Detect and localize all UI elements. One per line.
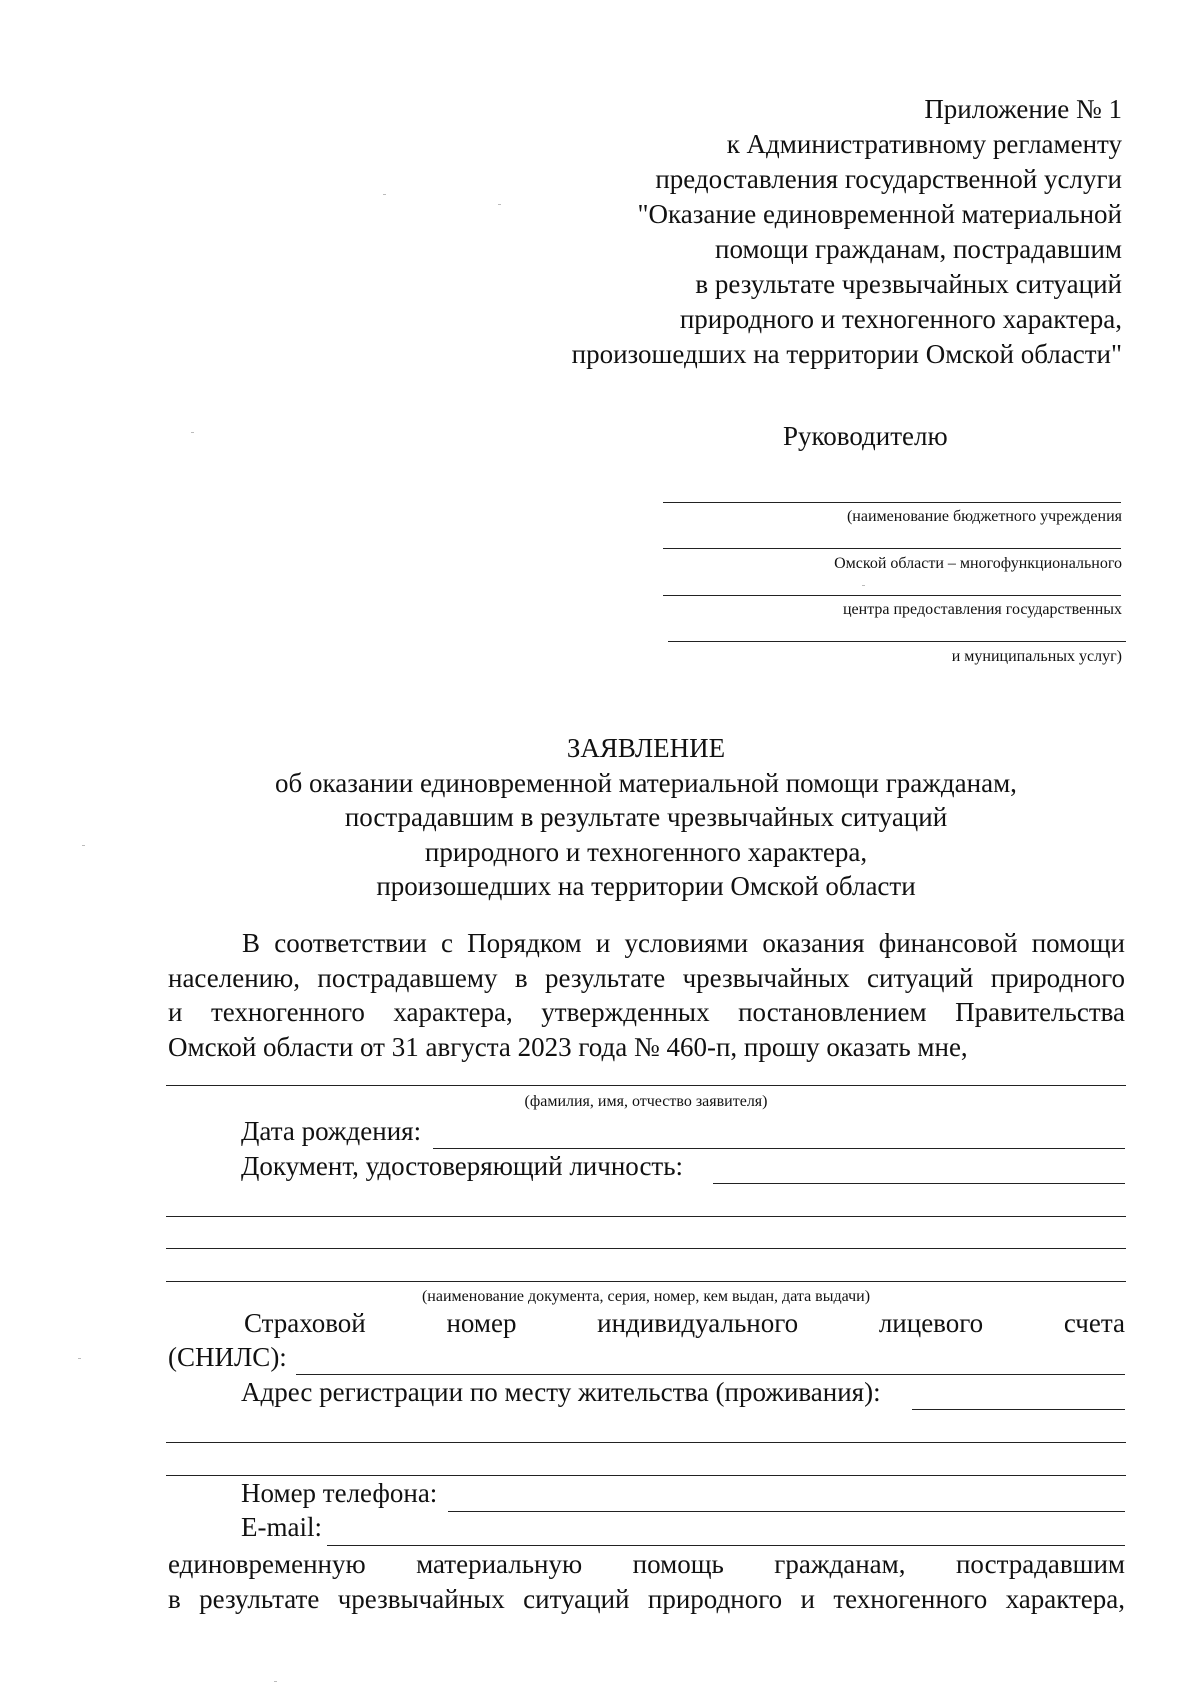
- applicant-name-caption: (фамилия, имя, отчество заявителя): [524, 1093, 768, 1110]
- applicant-name-field[interactable]: [166, 1085, 1126, 1086]
- appendix-line: природного и техногенного характера,: [679, 304, 1122, 334]
- closing-line: [168, 1584, 1125, 1615]
- intro-line-text: Омской области от 31 августа 2023 года № 460-п, прошу оказать мне,: [168, 1032, 968, 1062]
- addressee-caption: Омской области – многофункционального: [834, 555, 1122, 572]
- appendix-line: помощи гражданам, пострадавшим: [715, 234, 1122, 264]
- address-field[interactable]: [912, 1409, 1125, 1410]
- id-document-caption: (наименование документа, серия, номер, кем выдан, дата выдачи): [421, 1288, 871, 1305]
- addressee-caption: (наименование бюджетного учреждения: [846, 508, 1122, 525]
- email-label: E-mail:: [241, 1512, 322, 1542]
- intro-line: [168, 997, 1125, 1028]
- scan-speck: [862, 585, 865, 586]
- phone-label: Номер телефона:: [241, 1478, 438, 1508]
- statement-subtitle-line: природного и техногенного характера,: [424, 837, 868, 867]
- appendix-line: в результате чрезвычайных ситуаций: [695, 269, 1122, 299]
- address-label: Адрес регистрации по месту жительства (проживания):: [241, 1377, 881, 1407]
- statement-subtitle-line: об оказании единовременной материальной помощи гражданам,: [275, 768, 1017, 798]
- snils-field[interactable]: [296, 1374, 1125, 1375]
- id-document-field-line[interactable]: [166, 1216, 1126, 1217]
- intro-line: [168, 963, 1125, 994]
- addressee-blank-line[interactable]: [663, 595, 1121, 596]
- intro-line: [168, 1032, 1125, 1063]
- appendix-line: предоставления государственной услуги: [655, 164, 1122, 194]
- closing-word: помощь: [632, 1549, 724, 1579]
- address-field-line[interactable]: [166, 1475, 1126, 1476]
- closing-line: [168, 1549, 1125, 1580]
- appendix-line: Приложение № 1: [924, 94, 1122, 124]
- addressee-caption: и муниципальных услуг): [951, 648, 1122, 665]
- closing-word: единовременную: [168, 1549, 366, 1579]
- closing-word: материальную: [416, 1549, 583, 1579]
- statement-subtitle-line: пострадавшим в результате чрезвычайных ситуаций: [344, 802, 948, 832]
- id-document-field[interactable]: [713, 1183, 1125, 1184]
- intro-line-text: населению, пострадавшему в результате чрезвычайных ситуаций природного: [168, 963, 1125, 993]
- snils-word: лицевого: [878, 1308, 984, 1338]
- intro-line-text: и техногенного характера, утвержденных постановлением Правительства: [168, 997, 1125, 1027]
- appendix-line: к Административному регламенту: [726, 129, 1122, 159]
- phone-field[interactable]: [448, 1511, 1125, 1512]
- birth-date-label: Дата рождения:: [241, 1116, 422, 1146]
- snils-word: номер: [446, 1308, 517, 1338]
- snils-word: счета: [1063, 1308, 1125, 1338]
- scan-speck: [274, 1681, 277, 1682]
- snils-word: Страховой: [244, 1308, 366, 1338]
- scan-speck: [191, 432, 194, 433]
- statement-subtitle-line: произошедших на территории Омской области: [376, 871, 916, 901]
- addressee-title: Руководителю: [783, 421, 948, 451]
- appendix-line: "Оказание единовременной материальной: [637, 199, 1122, 229]
- closing-line-text: в результате чрезвычайных ситуаций природного и техногенного характера,: [168, 1584, 1125, 1614]
- id-document-field-line[interactable]: [166, 1248, 1126, 1249]
- addressee-blank-line[interactable]: [663, 502, 1121, 503]
- snils-label: (СНИЛС):: [168, 1342, 287, 1372]
- scan-speck: [383, 194, 386, 195]
- addressee-blank-line[interactable]: [668, 641, 1126, 642]
- id-document-field-line[interactable]: [166, 1281, 1126, 1282]
- addressee-blank-line[interactable]: [663, 548, 1121, 549]
- addressee-caption: центра предоставления государственных: [842, 601, 1122, 618]
- closing-word: гражданам,: [774, 1549, 906, 1579]
- id-document-label: Документ, удостоверяющий личность:: [241, 1151, 684, 1181]
- appendix-header: [422, 92, 1122, 372]
- address-field-line[interactable]: [166, 1442, 1126, 1443]
- intro-line-text: В соответствии с Порядком и условиями оказания финансовой помощи: [242, 928, 1125, 958]
- statement-title: ЗАЯВЛЕНИЕ: [566, 733, 726, 763]
- scan-speck: [78, 1358, 81, 1359]
- birth-date-field[interactable]: [433, 1148, 1125, 1149]
- snils-label-line: [168, 1308, 1125, 1339]
- email-field[interactable]: [327, 1545, 1125, 1546]
- appendix-line: произошедших на территории Омской области": [571, 339, 1122, 369]
- closing-word: пострадавшим: [955, 1549, 1125, 1579]
- snils-word: индивидуального: [597, 1308, 799, 1338]
